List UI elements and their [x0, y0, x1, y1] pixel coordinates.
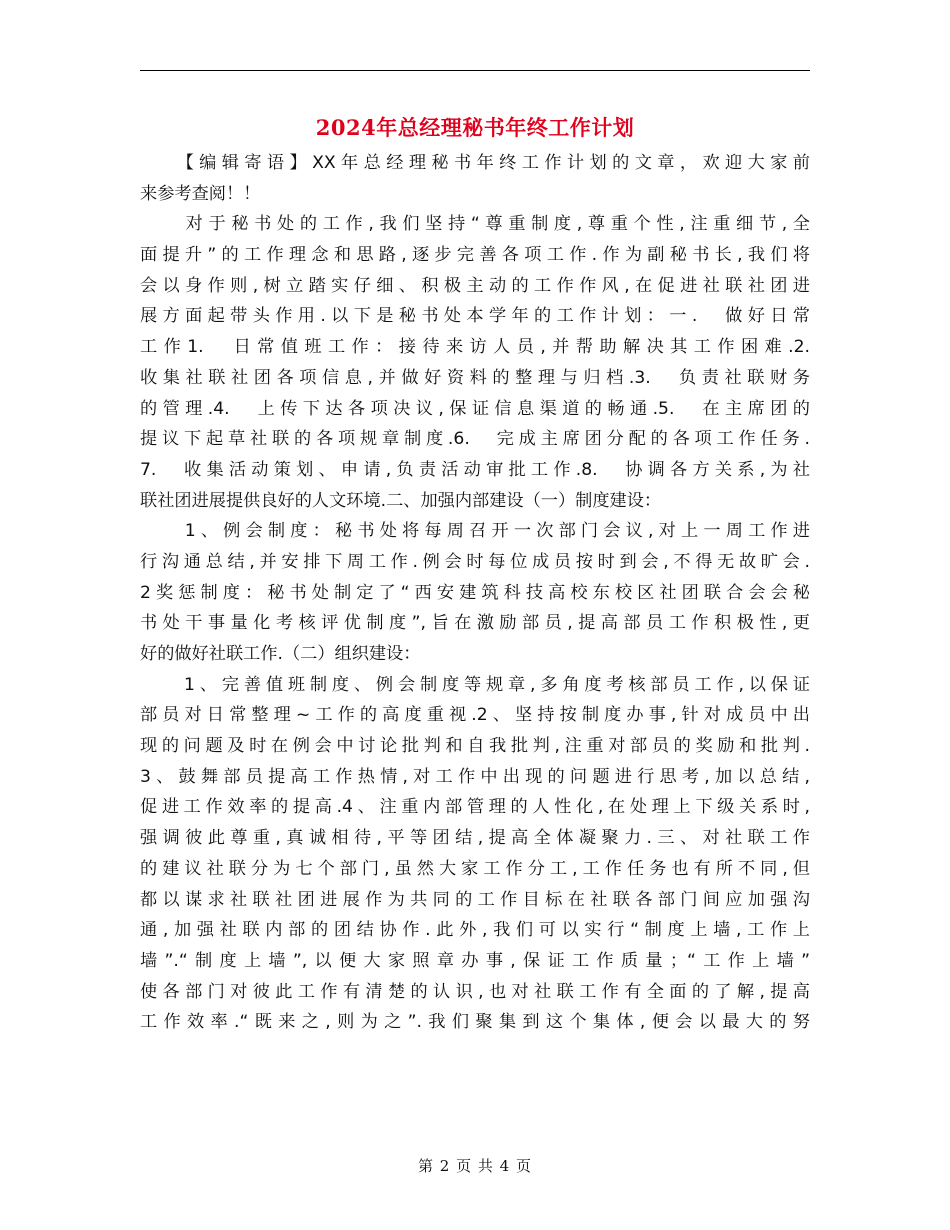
- text-line: 面提升”的工作理念和思路,逐步完善各项工作.作为副秘书长,我们将: [140, 245, 810, 266]
- text-line: 工作1. 日常值班工作：接待来访人员,并帮助解决其工作困难.2.: [140, 337, 810, 358]
- text-line: 【编辑寄语】XX年总经理秘书年终工作计划的文章，欢迎大家前: [140, 153, 810, 173]
- text-line: 都以谋求社联社团进展作为共同的工作目标在社联各部门间应加强沟: [140, 889, 810, 910]
- text-line: 展方面起带头作用.以下是秘书处本学年的工作计划：一. 做好日常: [140, 306, 810, 327]
- header-rule: [140, 70, 810, 71]
- text-line: 1、完善值班制度、例会制度等规章,多角度考核部员工作,以保证: [140, 674, 810, 695]
- text-line: 书处干事量化考核评优制度”,旨在激励部员,提高部员工作积极性,更: [140, 613, 810, 634]
- text-line: 收集社联社团各项信息,并做好资料的整理与归档.3. 负责社联财务: [140, 367, 810, 388]
- text-line: 好的做好社联工作.（二）组织建设：: [140, 644, 421, 664]
- text-line: 会以身作则,树立踏实仔细、积极主动的工作作风,在促进社联社团进: [140, 275, 810, 296]
- text-line: 部员对日常整理~工作的高度重视.2、坚持按制度办事,针对成员中出: [140, 705, 810, 726]
- text-line: 的建议社联分为七个部门,虽然大家工作分工,工作任务也有所不同,但: [140, 858, 810, 879]
- text-line: 墙”.“制度上墙”,以便大家照章办事,保证工作质量；“工作上墙”: [140, 950, 810, 971]
- text-line: 现的问题及时在例会中讨论批判和自我批判,注重对部员的奖励和批判.: [140, 736, 810, 757]
- text-line: 使各部门对彼此工作有清楚的认识,也对社联工作有全面的了解,提高: [140, 981, 810, 1002]
- page-footer: 第 2 页 共 4 页: [418, 1157, 532, 1175]
- text-line: 2奖惩制度：秘书处制定了“西安建筑科技高校东校区社团联合会会秘: [140, 582, 810, 603]
- text-line: 通,加强社联内部的团结协作.此外,我们可以实行“制度上墙,工作上: [140, 920, 810, 941]
- text-line: 的管理.4. 上传下达各项决议,保证信息渠道的畅通.5. 在主席团的: [140, 398, 810, 419]
- text-line: 促进工作效率的提高.4、注重内部管理的人性化,在处理上下级关系时,: [140, 797, 810, 818]
- text-line: 强调彼此尊重,真诚相待,平等团结,提高全体凝聚力.三、对社联工作: [140, 828, 810, 849]
- text-line: 提议下起草社联的各项规章制度.6. 完成主席团分配的各项工作任务.: [140, 429, 810, 450]
- text-line: 对于秘书处的工作,我们坚持“尊重制度,尊重个性,注重细节,全: [140, 214, 810, 235]
- document-body: [140, 148, 810, 1038]
- text-line: 1、例会制度：秘书处将每周召开一次部门会议,对上一周工作进: [140, 521, 810, 542]
- text-line: 3、鼓舞部员提高工作热情,对工作中出现的问题进行思考,加以总结,: [140, 766, 810, 787]
- text-line: 来参考查阅！！: [140, 183, 261, 204]
- document-title: 2024年总经理秘书年终工作计划: [315, 115, 635, 140]
- text-line: 行沟通总结,并安排下周工作.例会时每位成员按时到会,不得无故旷会.: [140, 551, 810, 572]
- text-line: 7. 收集活动策划、申请,负责活动审批工作.8. 协调各方关系,为社: [140, 459, 810, 480]
- text-line: 联社团进展提供良好的人文环境.二、加强内部建设（一）制度建设：: [140, 490, 662, 511]
- text-line: 工作效率.“既来之,则为之”.我们聚集到这个集体,便会以最大的努: [140, 1012, 810, 1033]
